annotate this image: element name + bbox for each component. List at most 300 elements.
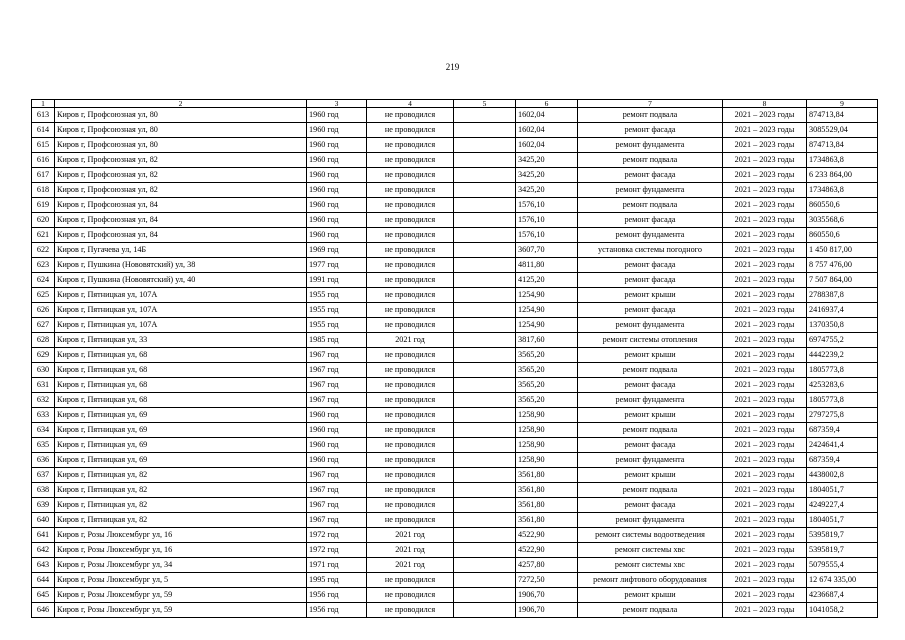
cell-address: Киров г, Пятницкая ул, 68 <box>55 393 307 408</box>
cell-empty-cell <box>454 513 516 528</box>
cell-area: 3607,70 <box>516 243 578 258</box>
cell-area: 1258,90 <box>516 408 578 423</box>
cell-address: Киров г, Пятницкая ул, 69 <box>55 438 307 453</box>
cell-last-repair-year: не проводился <box>367 573 454 588</box>
cell-cost: 1805773,8 <box>807 363 878 378</box>
cell-last-repair-year: не проводился <box>367 228 454 243</box>
cell-cost: 4249227,4 <box>807 498 878 513</box>
cell-work-type: ремонт фасада <box>578 438 723 453</box>
cell-address: Киров г, Пятницкая ул, 68 <box>55 363 307 378</box>
cell-work-type: ремонт фундамента <box>578 183 723 198</box>
cell-build-year: 1977 год <box>307 258 367 273</box>
cell-area: 1906,70 <box>516 603 578 618</box>
table-row <box>32 273 878 288</box>
cell-address: Киров г, Профсоюзная ул, 82 <box>55 183 307 198</box>
cell-empty-cell <box>454 408 516 423</box>
cell-cost: 12 674 335,00 <box>807 573 878 588</box>
cell-empty-cell <box>454 168 516 183</box>
table-row <box>32 213 878 228</box>
cell-work-type: ремонт крыши <box>578 588 723 603</box>
cell-last-repair-year: не проводился <box>367 348 454 363</box>
cell-work-type: ремонт подвала <box>578 363 723 378</box>
cell-area: 4522,90 <box>516 528 578 543</box>
cell-period: 2021 – 2023 годы <box>723 453 807 468</box>
cell-last-repair-year: не проводился <box>367 318 454 333</box>
cell-row-number: 634 <box>32 423 55 438</box>
cell-empty-cell <box>454 558 516 573</box>
cell-cost: 1734863,8 <box>807 183 878 198</box>
cell-address: Киров г, Профсоюзная ул, 82 <box>55 153 307 168</box>
column-header-2: 2 <box>55 100 307 108</box>
cell-build-year: 1960 год <box>307 153 367 168</box>
cell-empty-cell <box>454 573 516 588</box>
cell-period: 2021 – 2023 годы <box>723 243 807 258</box>
cell-last-repair-year: не проводился <box>367 153 454 168</box>
cell-address: Киров г, Профсоюзная ул, 80 <box>55 108 307 123</box>
cell-cost: 860550,6 <box>807 198 878 213</box>
cell-work-type: ремонт фасада <box>578 498 723 513</box>
cell-empty-cell <box>454 153 516 168</box>
cell-build-year: 1955 год <box>307 288 367 303</box>
cell-area: 3565,20 <box>516 393 578 408</box>
cell-work-type: ремонт подвала <box>578 603 723 618</box>
cell-build-year: 1972 год <box>307 528 367 543</box>
cell-cost: 3035568,6 <box>807 213 878 228</box>
cell-empty-cell <box>454 288 516 303</box>
cell-address: Киров г, Профсоюзная ул, 84 <box>55 198 307 213</box>
cell-cost: 2788387,8 <box>807 288 878 303</box>
cell-row-number: 646 <box>32 603 55 618</box>
cell-empty-cell <box>454 423 516 438</box>
cell-work-type: ремонт подвала <box>578 108 723 123</box>
table-row <box>32 573 878 588</box>
cell-row-number: 623 <box>32 258 55 273</box>
cell-work-type: ремонт фундамента <box>578 453 723 468</box>
cell-row-number: 630 <box>32 363 55 378</box>
table-row <box>32 153 878 168</box>
cell-empty-cell <box>454 228 516 243</box>
cell-last-repair-year: не проводился <box>367 213 454 228</box>
cell-build-year: 1960 год <box>307 423 367 438</box>
column-header-7: 7 <box>578 100 723 108</box>
cell-last-repair-year: не проводился <box>367 408 454 423</box>
cell-work-type: ремонт системы хвс <box>578 558 723 573</box>
column-header-4: 4 <box>367 100 454 108</box>
table-row <box>32 513 878 528</box>
cell-work-type: ремонт фасада <box>578 303 723 318</box>
cell-build-year: 1960 год <box>307 138 367 153</box>
cell-last-repair-year: не проводился <box>367 198 454 213</box>
cell-last-repair-year: не проводился <box>367 603 454 618</box>
cell-row-number: 626 <box>32 303 55 318</box>
cell-work-type: ремонт системы хвс <box>578 543 723 558</box>
cell-empty-cell <box>454 438 516 453</box>
table-row <box>32 228 878 243</box>
cell-cost: 5395819,7 <box>807 543 878 558</box>
cell-cost: 687359,4 <box>807 423 878 438</box>
cell-area: 3565,20 <box>516 378 578 393</box>
cell-area: 3817,60 <box>516 333 578 348</box>
cell-period: 2021 – 2023 годы <box>723 108 807 123</box>
cell-row-number: 637 <box>32 468 55 483</box>
cell-row-number: 629 <box>32 348 55 363</box>
cell-period: 2021 – 2023 годы <box>723 528 807 543</box>
cell-empty-cell <box>454 123 516 138</box>
cell-area: 1576,10 <box>516 213 578 228</box>
cell-build-year: 1960 год <box>307 183 367 198</box>
table-row <box>32 333 878 348</box>
cell-empty-cell <box>454 543 516 558</box>
table-header-row <box>32 100 878 108</box>
cell-build-year: 1960 год <box>307 168 367 183</box>
cell-cost: 6 233 864,00 <box>807 168 878 183</box>
cell-row-number: 615 <box>32 138 55 153</box>
cell-period: 2021 – 2023 годы <box>723 303 807 318</box>
cell-period: 2021 – 2023 годы <box>723 408 807 423</box>
cell-build-year: 1960 год <box>307 198 367 213</box>
cell-last-repair-year: не проводился <box>367 453 454 468</box>
cell-work-type: ремонт фасада <box>578 378 723 393</box>
cell-last-repair-year: не проводился <box>367 468 454 483</box>
cell-area: 3425,20 <box>516 168 578 183</box>
cell-address: Киров г, Пятницкая ул, 69 <box>55 423 307 438</box>
cell-empty-cell <box>454 348 516 363</box>
cell-address: Киров г, Профсоюзная ул, 80 <box>55 138 307 153</box>
cell-build-year: 1967 год <box>307 393 367 408</box>
cell-cost: 2424641,4 <box>807 438 878 453</box>
cell-area: 4811,80 <box>516 258 578 273</box>
cell-work-type: ремонт фундамента <box>578 393 723 408</box>
cell-period: 2021 – 2023 годы <box>723 378 807 393</box>
cell-row-number: 628 <box>32 333 55 348</box>
cell-row-number: 636 <box>32 453 55 468</box>
cell-row-number: 643 <box>32 558 55 573</box>
cell-last-repair-year: не проводился <box>367 123 454 138</box>
cell-work-type: установка системы погодного <box>578 243 723 258</box>
cell-row-number: 631 <box>32 378 55 393</box>
cell-build-year: 1960 год <box>307 123 367 138</box>
cell-area: 1602,04 <box>516 123 578 138</box>
cell-build-year: 1991 год <box>307 273 367 288</box>
table-row <box>32 108 878 123</box>
cell-empty-cell <box>454 198 516 213</box>
cell-address: Киров г, Профсоюзная ул, 80 <box>55 123 307 138</box>
table-row <box>32 123 878 138</box>
cell-row-number: 645 <box>32 588 55 603</box>
cell-cost: 874713,84 <box>807 138 878 153</box>
cell-period: 2021 – 2023 годы <box>723 438 807 453</box>
cell-work-type: ремонт лифтового оборудования <box>578 573 723 588</box>
cell-build-year: 1967 год <box>307 468 367 483</box>
cell-empty-cell <box>454 393 516 408</box>
cell-area: 3561,80 <box>516 498 578 513</box>
cell-period: 2021 – 2023 годы <box>723 258 807 273</box>
cell-area: 3561,80 <box>516 483 578 498</box>
table-row <box>32 483 878 498</box>
cell-address: Киров г, Пятницкая ул, 33 <box>55 333 307 348</box>
cell-empty-cell <box>454 378 516 393</box>
cell-row-number: 639 <box>32 498 55 513</box>
cell-area: 7272,50 <box>516 573 578 588</box>
cell-empty-cell <box>454 483 516 498</box>
cell-build-year: 1971 год <box>307 558 367 573</box>
cell-cost: 1804051,7 <box>807 513 878 528</box>
cell-row-number: 614 <box>32 123 55 138</box>
cell-cost: 6974755,2 <box>807 333 878 348</box>
cell-area: 1254,90 <box>516 303 578 318</box>
table-row <box>32 588 878 603</box>
cell-address: Киров г, Пятницкая ул, 82 <box>55 483 307 498</box>
cell-empty-cell <box>454 588 516 603</box>
cell-work-type: ремонт системы водоотведения <box>578 528 723 543</box>
cell-cost: 3085529,04 <box>807 123 878 138</box>
cell-address: Киров г, Профсоюзная ул, 84 <box>55 213 307 228</box>
cell-cost: 1 450 817,00 <box>807 243 878 258</box>
cell-work-type: ремонт фундамента <box>578 513 723 528</box>
cell-work-type: ремонт фасада <box>578 213 723 228</box>
cell-work-type: ремонт крыши <box>578 288 723 303</box>
cell-area: 1576,10 <box>516 198 578 213</box>
table-row <box>32 288 878 303</box>
cell-last-repair-year: не проводился <box>367 393 454 408</box>
cell-empty-cell <box>454 243 516 258</box>
table-row <box>32 543 878 558</box>
cell-build-year: 1967 год <box>307 483 367 498</box>
cell-build-year: 1955 год <box>307 303 367 318</box>
cell-address: Киров г, Пятницкая ул, 68 <box>55 378 307 393</box>
cell-build-year: 1960 год <box>307 408 367 423</box>
cell-empty-cell <box>454 318 516 333</box>
cell-empty-cell <box>454 258 516 273</box>
cell-period: 2021 – 2023 годы <box>723 288 807 303</box>
table-row <box>32 498 878 513</box>
cell-last-repair-year: не проводился <box>367 498 454 513</box>
cell-build-year: 1967 год <box>307 498 367 513</box>
cell-cost: 1804051,7 <box>807 483 878 498</box>
cell-address: Киров г, Пушкина (Нововятский) ул, 38 <box>55 258 307 273</box>
cell-period: 2021 – 2023 годы <box>723 558 807 573</box>
cell-build-year: 1969 год <box>307 243 367 258</box>
cell-last-repair-year: не проводился <box>367 108 454 123</box>
cell-cost: 1805773,8 <box>807 393 878 408</box>
table-row <box>32 168 878 183</box>
cell-period: 2021 – 2023 годы <box>723 603 807 618</box>
cell-address: Киров г, Пятницкая ул, 68 <box>55 348 307 363</box>
table-row <box>32 183 878 198</box>
cell-address: Киров г, Пушкина (Нововятский) ул, 40 <box>55 273 307 288</box>
cell-cost: 4253283,6 <box>807 378 878 393</box>
cell-last-repair-year: не проводился <box>367 243 454 258</box>
column-header-9: 9 <box>807 100 878 108</box>
cell-address: Киров г, Пятницкая ул, 82 <box>55 513 307 528</box>
table-row <box>32 243 878 258</box>
cell-row-number: 622 <box>32 243 55 258</box>
cell-cost: 874713,84 <box>807 108 878 123</box>
cell-cost: 860550,6 <box>807 228 878 243</box>
cell-last-repair-year: 2021 год <box>367 558 454 573</box>
cell-period: 2021 – 2023 годы <box>723 348 807 363</box>
cell-period: 2021 – 2023 годы <box>723 183 807 198</box>
cell-empty-cell <box>454 303 516 318</box>
table-body <box>32 108 878 618</box>
cell-area: 4125,20 <box>516 273 578 288</box>
cell-row-number: 613 <box>32 108 55 123</box>
cell-row-number: 640 <box>32 513 55 528</box>
column-header-1: 1 <box>32 100 55 108</box>
cell-build-year: 1967 год <box>307 348 367 363</box>
cell-last-repair-year: не проводился <box>367 588 454 603</box>
cell-empty-cell <box>454 108 516 123</box>
cell-last-repair-year: 2021 год <box>367 333 454 348</box>
cell-address: Киров г, Пятницкая ул, 82 <box>55 468 307 483</box>
cell-work-type: ремонт подвала <box>578 483 723 498</box>
cell-period: 2021 – 2023 годы <box>723 333 807 348</box>
cell-last-repair-year: не проводился <box>367 363 454 378</box>
cell-address: Киров г, Пятницкая ул, 69 <box>55 408 307 423</box>
cell-build-year: 1972 год <box>307 543 367 558</box>
cell-period: 2021 – 2023 годы <box>723 168 807 183</box>
cell-period: 2021 – 2023 годы <box>723 123 807 138</box>
cell-cost: 5395819,7 <box>807 528 878 543</box>
cell-area: 3425,20 <box>516 183 578 198</box>
cell-build-year: 1960 год <box>307 228 367 243</box>
cell-address: Киров г, Пятницкая ул, 82 <box>55 498 307 513</box>
cell-last-repair-year: 2021 год <box>367 528 454 543</box>
cell-period: 2021 – 2023 годы <box>723 423 807 438</box>
cell-area: 1576,10 <box>516 228 578 243</box>
cell-area: 1258,90 <box>516 453 578 468</box>
cell-build-year: 1985 год <box>307 333 367 348</box>
column-header-5: 5 <box>454 100 516 108</box>
table-row <box>32 423 878 438</box>
cell-empty-cell <box>454 453 516 468</box>
cell-period: 2021 – 2023 годы <box>723 543 807 558</box>
cell-cost: 7 507 864,00 <box>807 273 878 288</box>
cell-period: 2021 – 2023 годы <box>723 363 807 378</box>
table-row <box>32 558 878 573</box>
cell-address: Киров г, Розы Люксембург ул, 34 <box>55 558 307 573</box>
cell-build-year: 1995 год <box>307 573 367 588</box>
cell-area: 1602,04 <box>516 138 578 153</box>
cell-empty-cell <box>454 498 516 513</box>
cell-period: 2021 – 2023 годы <box>723 498 807 513</box>
cell-last-repair-year: не проводился <box>367 273 454 288</box>
cell-address: Киров г, Пугачева ул, 14Б <box>55 243 307 258</box>
cell-address: Киров г, Профсоюзная ул, 84 <box>55 228 307 243</box>
cell-address: Киров г, Розы Люксембург ул, 5 <box>55 573 307 588</box>
cell-build-year: 1956 год <box>307 603 367 618</box>
cell-empty-cell <box>454 603 516 618</box>
cell-cost: 687359,4 <box>807 453 878 468</box>
cell-period: 2021 – 2023 годы <box>723 483 807 498</box>
table-row <box>32 138 878 153</box>
cell-last-repair-year: не проводился <box>367 288 454 303</box>
cell-address: Киров г, Пятницкая ул, 107А <box>55 318 307 333</box>
cell-area: 1254,90 <box>516 288 578 303</box>
repair-register-table <box>31 99 878 618</box>
cell-address: Киров г, Пятницкая ул, 107А <box>55 288 307 303</box>
cell-work-type: ремонт подвала <box>578 423 723 438</box>
cell-address: Киров г, Розы Люксембург ул, 59 <box>55 588 307 603</box>
cell-row-number: 618 <box>32 183 55 198</box>
cell-last-repair-year: не проводился <box>367 513 454 528</box>
table-row <box>32 378 878 393</box>
cell-last-repair-year: 2021 год <box>367 543 454 558</box>
cell-cost: 4236687,4 <box>807 588 878 603</box>
cell-period: 2021 – 2023 годы <box>723 468 807 483</box>
cell-cost: 2416937,4 <box>807 303 878 318</box>
cell-last-repair-year: не проводился <box>367 483 454 498</box>
cell-period: 2021 – 2023 годы <box>723 513 807 528</box>
cell-row-number: 620 <box>32 213 55 228</box>
cell-empty-cell <box>454 213 516 228</box>
cell-row-number: 624 <box>32 273 55 288</box>
table-row <box>32 408 878 423</box>
cell-period: 2021 – 2023 годы <box>723 138 807 153</box>
cell-build-year: 1960 год <box>307 108 367 123</box>
cell-build-year: 1960 год <box>307 213 367 228</box>
cell-build-year: 1967 год <box>307 378 367 393</box>
cell-area: 1602,04 <box>516 108 578 123</box>
cell-work-type: ремонт крыши <box>578 348 723 363</box>
cell-empty-cell <box>454 183 516 198</box>
cell-address: Киров г, Розы Люксембург ул, 59 <box>55 603 307 618</box>
cell-empty-cell <box>454 273 516 288</box>
cell-build-year: 1967 год <box>307 513 367 528</box>
cell-empty-cell <box>454 333 516 348</box>
table-row <box>32 318 878 333</box>
cell-area: 1906,70 <box>516 588 578 603</box>
cell-work-type: ремонт фасада <box>578 258 723 273</box>
cell-work-type: ремонт крыши <box>578 468 723 483</box>
cell-row-number: 619 <box>32 198 55 213</box>
cell-work-type: ремонт фасада <box>578 168 723 183</box>
cell-row-number: 632 <box>32 393 55 408</box>
cell-row-number: 621 <box>32 228 55 243</box>
cell-address: Киров г, Пятницкая ул, 107А <box>55 303 307 318</box>
cell-empty-cell <box>454 528 516 543</box>
table-row <box>32 198 878 213</box>
cell-last-repair-year: не проводился <box>367 423 454 438</box>
cell-work-type: ремонт подвала <box>578 198 723 213</box>
table-row <box>32 303 878 318</box>
table-row <box>32 393 878 408</box>
table-row <box>32 363 878 378</box>
table-row <box>32 438 878 453</box>
cell-row-number: 638 <box>32 483 55 498</box>
cell-period: 2021 – 2023 годы <box>723 318 807 333</box>
cell-empty-cell <box>454 363 516 378</box>
cell-build-year: 1967 год <box>307 363 367 378</box>
cell-cost: 4442239,2 <box>807 348 878 363</box>
cell-row-number: 627 <box>32 318 55 333</box>
column-header-6: 6 <box>516 100 578 108</box>
cell-cost: 2797275,8 <box>807 408 878 423</box>
cell-empty-cell <box>454 468 516 483</box>
cell-cost: 1370350,8 <box>807 318 878 333</box>
cell-last-repair-year: не проводился <box>367 168 454 183</box>
cell-row-number: 625 <box>32 288 55 303</box>
cell-cost: 5079555,4 <box>807 558 878 573</box>
cell-area: 3565,20 <box>516 363 578 378</box>
cell-area: 4257,80 <box>516 558 578 573</box>
cell-area: 3561,80 <box>516 468 578 483</box>
table-row <box>32 528 878 543</box>
cell-last-repair-year: не проводился <box>367 303 454 318</box>
cell-last-repair-year: не проводился <box>367 183 454 198</box>
cell-work-type: ремонт фасада <box>578 273 723 288</box>
cell-empty-cell <box>454 138 516 153</box>
